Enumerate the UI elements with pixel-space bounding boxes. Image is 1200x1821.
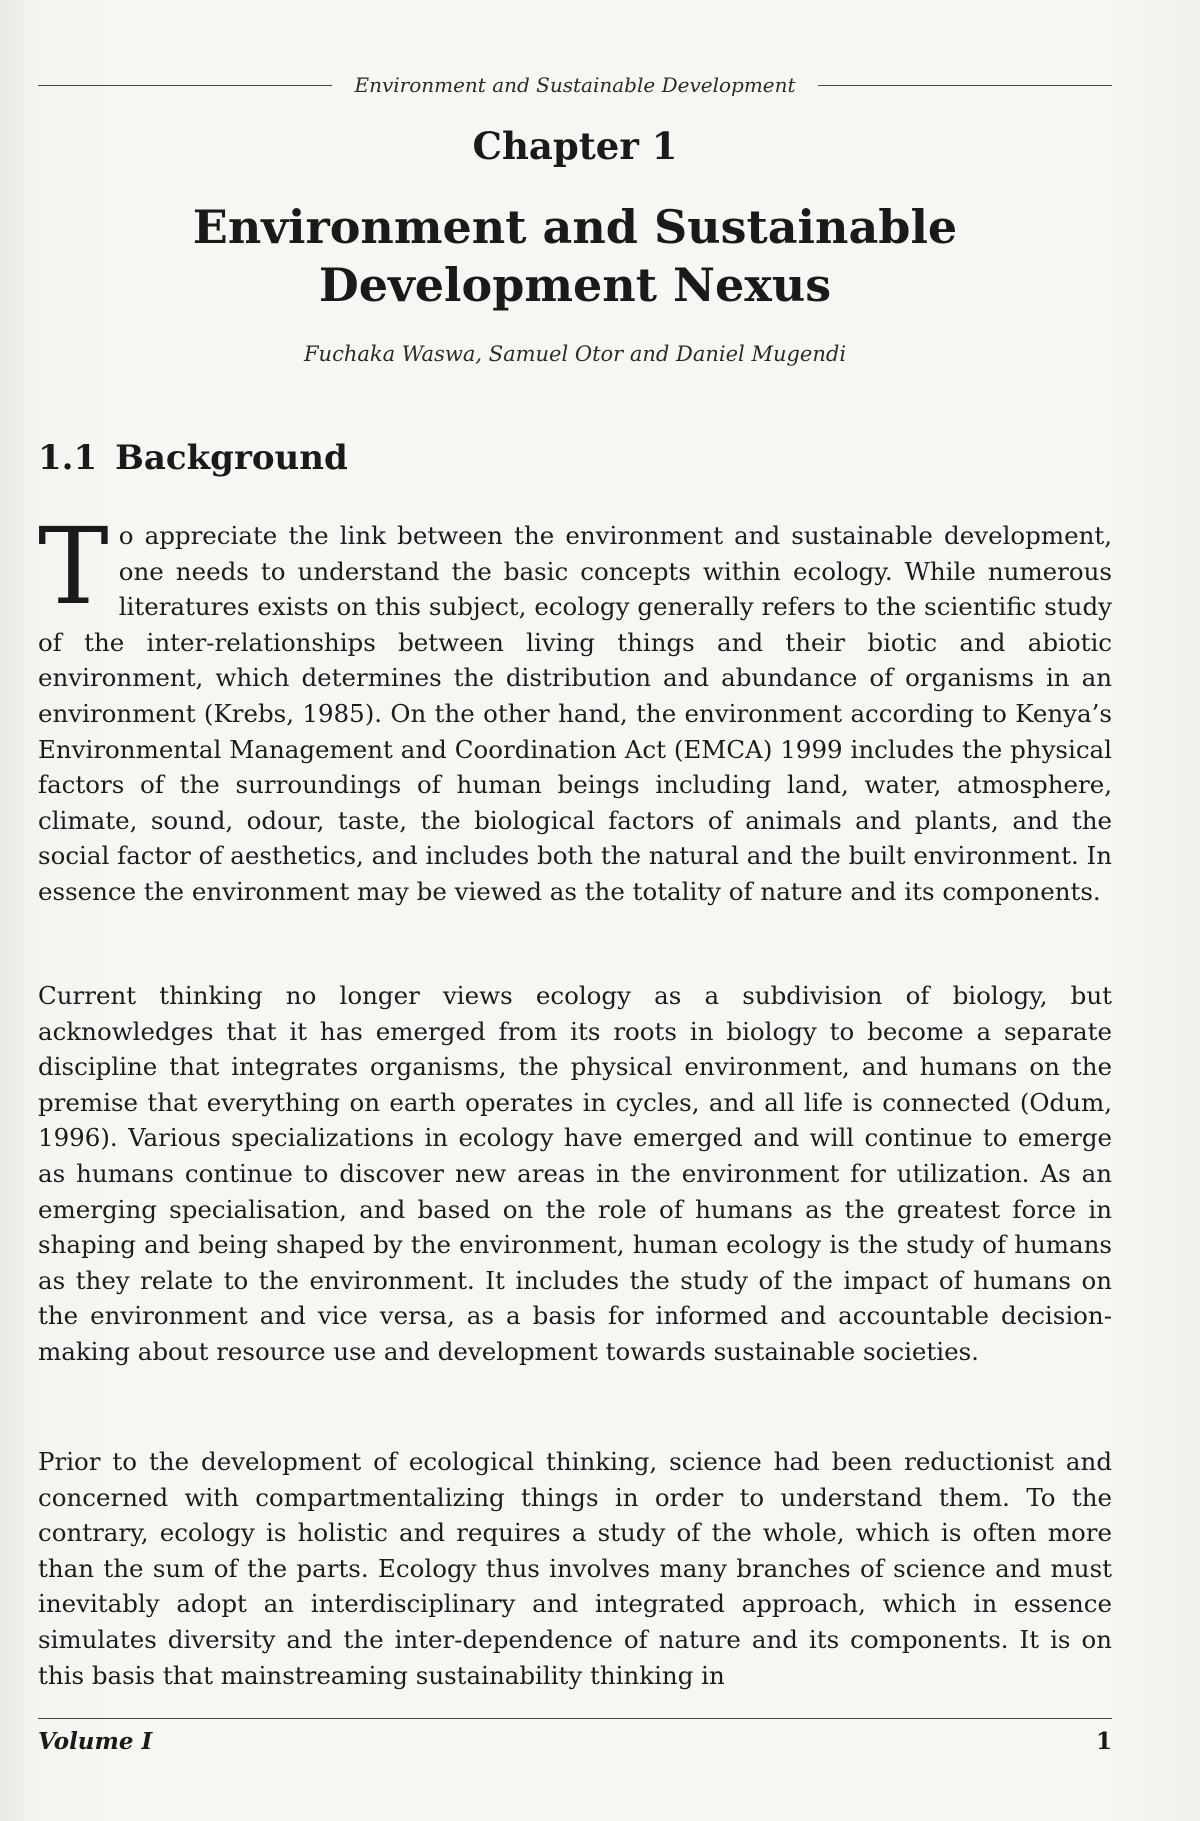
paragraph-1-text: o appreciate the link between the environment and sustainable development, one needs to understand the basic concepts within ecology. While numerous literatures exists on this subject, ecology generally refers to the scientific study of the inter-relationships between living things and their biotic and abiotic environment, which determines the distribution and abundance of organisms in an environment (Krebs, 1985). On the other hand, the environment according to Kenya’s Environmental Management and Coordination Act (EMCA) 1999 includes the physical factors of the surroundings of human beings including land, water, atmosphere, climate, sound, odour, taste, the biological factors of animals and plants, and the social factor of aesthetics, and includes both the natural and the built environment. In essence the environment may be viewed as the totality of nature and its components. — [38, 521, 1112, 906]
section-heading — [38, 438, 348, 478]
running-head-text: Environment and Sustainable Development — [354, 73, 796, 97]
section-title: Background — [115, 438, 348, 478]
page-footer — [38, 1728, 1112, 1755]
running-head-rule-right — [818, 85, 1112, 86]
chapter-label: Chapter 1 — [472, 124, 678, 168]
paragraph-3: Prior to the development of ecological thinking, science had been reductionist and concerned with compartmentalizing things in order to understand them. To the contrary, ecology is holistic and requires a study of the whole, which is often more than the sum of the parts. Ecology thus involves many branches of science and must inevitably adopt an interdisciplinary and integrated approach, which in essence simulates diversity and the inter-dependence of nature and its components. It is on this basis that mainstreaming sustainability thinking in — [38, 1447, 1112, 1690]
drop-cap: T — [38, 505, 109, 628]
chapter-title-line-1: Environment and Sustainable — [192, 200, 958, 254]
chapter-title-line-2: Development Nexus — [318, 258, 832, 312]
volume-label: Volume I — [38, 1728, 153, 1755]
paragraph-2: Current thinking no longer views ecology as a subdivision of biology, but acknowledges that it has emerged from its roots in biology to become a separate discipline that integrates organisms, the physical environment, and humans on the premise that everything on earth operates in cycles, and all life is connected (Odum, 1996). Various specializations in ecology have emerged and will continue to emerge as humans continue to discover new areas in the environment for utilization. As an emerging specialisation, and based on the role of humans as the greatest force in shaping and being shaped by the environment, human ecology is the study of humans as they relate to the environment. It includes the study of the impact of humans on the environment and vice versa, as a basis for informed and accountable decision-making about resource use and development towards sustainable societies. — [38, 981, 1112, 1366]
running-head — [38, 70, 1112, 100]
running-head-rule-left — [38, 85, 332, 86]
page-number: 1 — [1095, 1728, 1112, 1755]
section-number: 1.1 — [38, 438, 98, 478]
footer-rule — [38, 1718, 1112, 1719]
chapter-title — [0, 198, 1150, 314]
chapter-authors: Fuchaka Waswa, Samuel Otor and Daniel Mugendi — [303, 342, 847, 366]
paragraph-1 — [38, 505, 1112, 910]
